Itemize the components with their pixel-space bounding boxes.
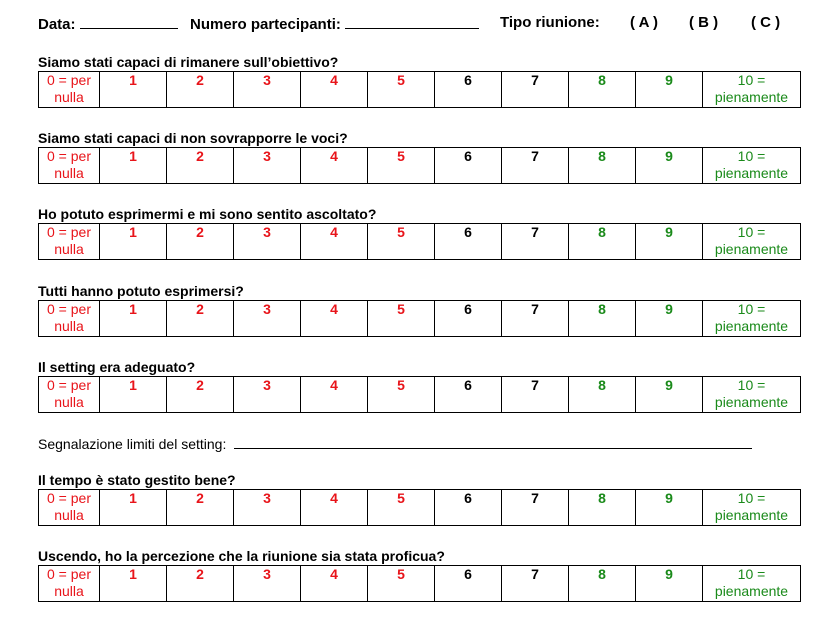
date-label: Data: xyxy=(38,14,178,33)
rating-cell-8[interactable] xyxy=(569,148,636,184)
rating-cell-4[interactable] xyxy=(301,490,368,526)
meeting-type-label: Tipo riunione: xyxy=(500,14,600,31)
rating-cell-1[interactable] xyxy=(100,301,167,337)
rating-max-label-2: pienamente xyxy=(714,583,789,599)
rating-value: 6 xyxy=(464,566,472,582)
rating-value: 4 xyxy=(330,148,338,164)
rating-value: 3 xyxy=(263,148,271,164)
question-block xyxy=(38,548,798,602)
question-block xyxy=(38,472,798,526)
rating-cell-2[interactable] xyxy=(167,224,234,260)
form-header xyxy=(38,14,798,36)
rating-min-label: 0 = per xyxy=(47,490,91,506)
rating-scale xyxy=(38,71,801,108)
rating-cell-2[interactable] xyxy=(167,490,234,526)
rating-value: 1 xyxy=(129,148,137,164)
rating-value: 3 xyxy=(263,490,271,506)
meeting-type-option-c[interactable]: ( C ) xyxy=(751,14,781,31)
question-title: Siamo stati capaci di non sovrapporre le voci? xyxy=(38,130,348,146)
rating-max-label-2: pienamente xyxy=(714,394,789,410)
rating-value: 5 xyxy=(397,148,405,164)
rating-value: 4 xyxy=(330,224,338,240)
rating-cell-1[interactable] xyxy=(100,490,167,526)
rating-value: 7 xyxy=(531,224,539,240)
rating-value: 3 xyxy=(263,72,271,88)
rating-cell-0[interactable] xyxy=(39,148,100,184)
rating-cell-3[interactable] xyxy=(234,72,301,108)
rating-max-label-2: pienamente xyxy=(714,241,789,257)
rating-value: 4 xyxy=(330,377,338,393)
rating-value: 1 xyxy=(129,490,137,506)
participants-field[interactable] xyxy=(345,14,479,29)
rating-cell-5[interactable] xyxy=(368,72,435,108)
rating-max-label-2: pienamente xyxy=(714,507,789,523)
rating-value: 5 xyxy=(397,224,405,240)
rating-min-label: 0 = per xyxy=(47,224,91,240)
rating-value: 9 xyxy=(665,148,673,164)
rating-cell-8[interactable] xyxy=(569,224,636,260)
rating-max-label-2: pienamente xyxy=(714,318,789,334)
setting-limits-field[interactable] xyxy=(234,434,752,449)
rating-cell-10[interactable] xyxy=(703,72,801,108)
meeting-type-option-b[interactable]: ( B ) xyxy=(689,14,719,31)
question-block xyxy=(38,206,798,260)
rating-cell-7[interactable] xyxy=(502,301,569,337)
rating-value: 6 xyxy=(464,377,472,393)
rating-cell-3[interactable] xyxy=(234,224,301,260)
rating-max-label: 10 = xyxy=(737,224,766,240)
rating-min-label-2: nulla xyxy=(54,165,84,181)
rating-cell-0[interactable] xyxy=(39,490,100,526)
rating-min-label: 0 = per xyxy=(47,72,91,88)
rating-value: 9 xyxy=(665,72,673,88)
rating-value: 2 xyxy=(196,301,204,317)
rating-value: 4 xyxy=(330,72,338,88)
rating-value: 8 xyxy=(598,566,606,582)
rating-cell-1[interactable] xyxy=(100,224,167,260)
rating-cell-6[interactable] xyxy=(435,72,502,108)
rating-value: 4 xyxy=(330,566,338,582)
setting-limits-note xyxy=(38,434,798,452)
rating-cell-1[interactable] xyxy=(100,377,167,413)
rating-cell-10[interactable] xyxy=(703,377,801,413)
rating-cell-10[interactable] xyxy=(703,490,801,526)
rating-scale xyxy=(38,376,801,413)
question-title: Il tempo è stato gestito bene? xyxy=(38,472,236,488)
rating-min-label-2: nulla xyxy=(54,318,84,334)
rating-cell-3[interactable] xyxy=(234,377,301,413)
rating-cell-2[interactable] xyxy=(167,566,234,602)
rating-cell-0[interactable] xyxy=(39,301,100,337)
rating-value: 6 xyxy=(464,224,472,240)
rating-value: 9 xyxy=(665,224,673,240)
rating-value: 2 xyxy=(196,72,204,88)
rating-row xyxy=(39,377,801,413)
rating-value: 5 xyxy=(397,490,405,506)
rating-cell-10[interactable] xyxy=(703,224,801,260)
rating-cell-10[interactable] xyxy=(703,566,801,602)
rating-value: 7 xyxy=(531,490,539,506)
rating-cell-8[interactable] xyxy=(569,566,636,602)
rating-value: 8 xyxy=(598,377,606,393)
rating-value: 1 xyxy=(129,224,137,240)
rating-value: 9 xyxy=(665,301,673,317)
rating-min-label-2: nulla xyxy=(54,583,84,599)
rating-cell-5[interactable] xyxy=(368,224,435,260)
rating-cell-10[interactable] xyxy=(703,301,801,337)
rating-cell-3[interactable] xyxy=(234,566,301,602)
rating-min-label: 0 = per xyxy=(47,148,91,164)
rating-cell-6[interactable] xyxy=(435,148,502,184)
rating-cell-4[interactable] xyxy=(301,224,368,260)
rating-scale xyxy=(38,223,801,260)
rating-cell-6[interactable] xyxy=(435,566,502,602)
rating-max-label: 10 = xyxy=(737,301,766,317)
rating-row xyxy=(39,148,801,184)
rating-max-label-2: pienamente xyxy=(714,165,789,181)
rating-min-label-2: nulla xyxy=(54,241,84,257)
rating-scale xyxy=(38,300,801,337)
rating-value: 7 xyxy=(531,566,539,582)
rating-cell-6[interactable] xyxy=(435,490,502,526)
rating-cell-8[interactable] xyxy=(569,72,636,108)
question-title: Siamo stati capaci di rimanere sull’obiettivo? xyxy=(38,54,339,70)
rating-cell-8[interactable] xyxy=(569,301,636,337)
rating-cell-3[interactable] xyxy=(234,301,301,337)
setting-limits-label: Segnalazione limiti del setting: xyxy=(38,436,227,452)
rating-row xyxy=(39,301,801,337)
rating-cell-0[interactable] xyxy=(39,224,100,260)
rating-value: 3 xyxy=(263,566,271,582)
rating-cell-5[interactable] xyxy=(368,148,435,184)
rating-cell-8[interactable] xyxy=(569,377,636,413)
question-block xyxy=(38,54,798,108)
rating-value: 8 xyxy=(598,490,606,506)
question-title: Tutti hanno potuto esprimersi? xyxy=(38,283,244,299)
rating-value: 7 xyxy=(531,72,539,88)
question-block xyxy=(38,130,798,184)
question-block xyxy=(38,283,798,337)
rating-cell-7[interactable] xyxy=(502,148,569,184)
rating-cell-2[interactable] xyxy=(167,72,234,108)
rating-cell-9[interactable] xyxy=(636,490,703,526)
rating-value: 7 xyxy=(531,301,539,317)
rating-cell-7[interactable] xyxy=(502,490,569,526)
rating-value: 7 xyxy=(531,148,539,164)
rating-cell-9[interactable] xyxy=(636,301,703,337)
rating-min-label-2: nulla xyxy=(54,89,84,105)
rating-min-label: 0 = per xyxy=(47,566,91,582)
rating-cell-2[interactable] xyxy=(167,377,234,413)
rating-cell-9[interactable] xyxy=(636,377,703,413)
rating-scale xyxy=(38,565,801,602)
rating-value: 7 xyxy=(531,377,539,393)
question-block xyxy=(38,359,798,413)
rating-value: 8 xyxy=(598,301,606,317)
rating-cell-5[interactable] xyxy=(368,377,435,413)
rating-scale xyxy=(38,147,801,184)
question-title: Uscendo, ho la percezione che la riunione sia stata proficua? xyxy=(38,548,445,564)
rating-cell-0[interactable] xyxy=(39,72,100,108)
rating-value: 3 xyxy=(263,301,271,317)
rating-max-label: 10 = xyxy=(737,566,766,582)
rating-cell-9[interactable] xyxy=(636,148,703,184)
date-field[interactable] xyxy=(80,14,178,29)
rating-cell-4[interactable] xyxy=(301,301,368,337)
rating-cell-10[interactable] xyxy=(703,148,801,184)
rating-value: 2 xyxy=(196,566,204,582)
rating-max-label: 10 = xyxy=(737,377,766,393)
rating-cell-7[interactable] xyxy=(502,72,569,108)
rating-min-label-2: nulla xyxy=(54,394,84,410)
rating-row xyxy=(39,566,801,602)
rating-min-label-2: nulla xyxy=(54,507,84,523)
rating-max-label: 10 = xyxy=(737,490,766,506)
rating-value: 5 xyxy=(397,566,405,582)
rating-cell-5[interactable] xyxy=(368,301,435,337)
rating-value: 4 xyxy=(330,490,338,506)
rating-cell-5[interactable] xyxy=(368,490,435,526)
rating-value: 1 xyxy=(129,301,137,317)
rating-value: 9 xyxy=(665,377,673,393)
rating-cell-9[interactable] xyxy=(636,566,703,602)
rating-cell-7[interactable] xyxy=(502,224,569,260)
rating-value: 8 xyxy=(598,148,606,164)
participants-label: Numero partecipanti: xyxy=(190,14,479,33)
rating-value: 2 xyxy=(196,490,204,506)
rating-value: 3 xyxy=(263,377,271,393)
rating-cell-3[interactable] xyxy=(234,148,301,184)
rating-value: 9 xyxy=(665,490,673,506)
rating-cell-0[interactable] xyxy=(39,377,100,413)
rating-cell-1[interactable] xyxy=(100,148,167,184)
rating-cell-7[interactable] xyxy=(502,377,569,413)
rating-cell-4[interactable] xyxy=(301,377,368,413)
rating-scale xyxy=(38,489,801,526)
rating-value: 5 xyxy=(397,72,405,88)
rating-value: 9 xyxy=(665,566,673,582)
rating-cell-7[interactable] xyxy=(502,566,569,602)
rating-cell-9[interactable] xyxy=(636,72,703,108)
question-title: Ho potuto esprimermi e mi sono sentito ascoltato? xyxy=(38,206,377,222)
rating-cell-4[interactable] xyxy=(301,148,368,184)
rating-value: 6 xyxy=(464,72,472,88)
rating-value: 3 xyxy=(263,224,271,240)
rating-cell-5[interactable] xyxy=(368,566,435,602)
rating-cell-6[interactable] xyxy=(435,377,502,413)
rating-value: 6 xyxy=(464,490,472,506)
rating-row xyxy=(39,72,801,108)
rating-cell-0[interactable] xyxy=(39,566,100,602)
rating-value: 1 xyxy=(129,566,137,582)
rating-cell-6[interactable] xyxy=(435,224,502,260)
rating-cell-9[interactable] xyxy=(636,224,703,260)
rating-row xyxy=(39,490,801,526)
meeting-type-option-a[interactable]: ( A ) xyxy=(630,14,659,31)
rating-value: 1 xyxy=(129,72,137,88)
rating-cell-6[interactable] xyxy=(435,301,502,337)
rating-cell-3[interactable] xyxy=(234,490,301,526)
rating-value: 2 xyxy=(196,224,204,240)
rating-value: 1 xyxy=(129,377,137,393)
question-title: Il setting era adeguato? xyxy=(38,359,196,375)
rating-value: 2 xyxy=(196,148,204,164)
rating-cell-2[interactable] xyxy=(167,148,234,184)
rating-value: 6 xyxy=(464,148,472,164)
rating-value: 8 xyxy=(598,224,606,240)
rating-min-label: 0 = per xyxy=(47,301,91,317)
rating-value: 4 xyxy=(330,301,338,317)
rating-value: 5 xyxy=(397,377,405,393)
rating-cell-1[interactable] xyxy=(100,566,167,602)
rating-value: 8 xyxy=(598,72,606,88)
rating-max-label: 10 = xyxy=(737,72,766,88)
rating-cell-1[interactable] xyxy=(100,72,167,108)
rating-cell-8[interactable] xyxy=(569,490,636,526)
rating-cell-4[interactable] xyxy=(301,72,368,108)
rating-value: 5 xyxy=(397,301,405,317)
rating-cell-2[interactable] xyxy=(167,301,234,337)
rating-max-label-2: pienamente xyxy=(714,89,789,105)
rating-cell-4[interactable] xyxy=(301,566,368,602)
rating-row xyxy=(39,224,801,260)
rating-min-label: 0 = per xyxy=(47,377,91,393)
rating-max-label: 10 = xyxy=(737,148,766,164)
rating-value: 6 xyxy=(464,301,472,317)
rating-value: 2 xyxy=(196,377,204,393)
